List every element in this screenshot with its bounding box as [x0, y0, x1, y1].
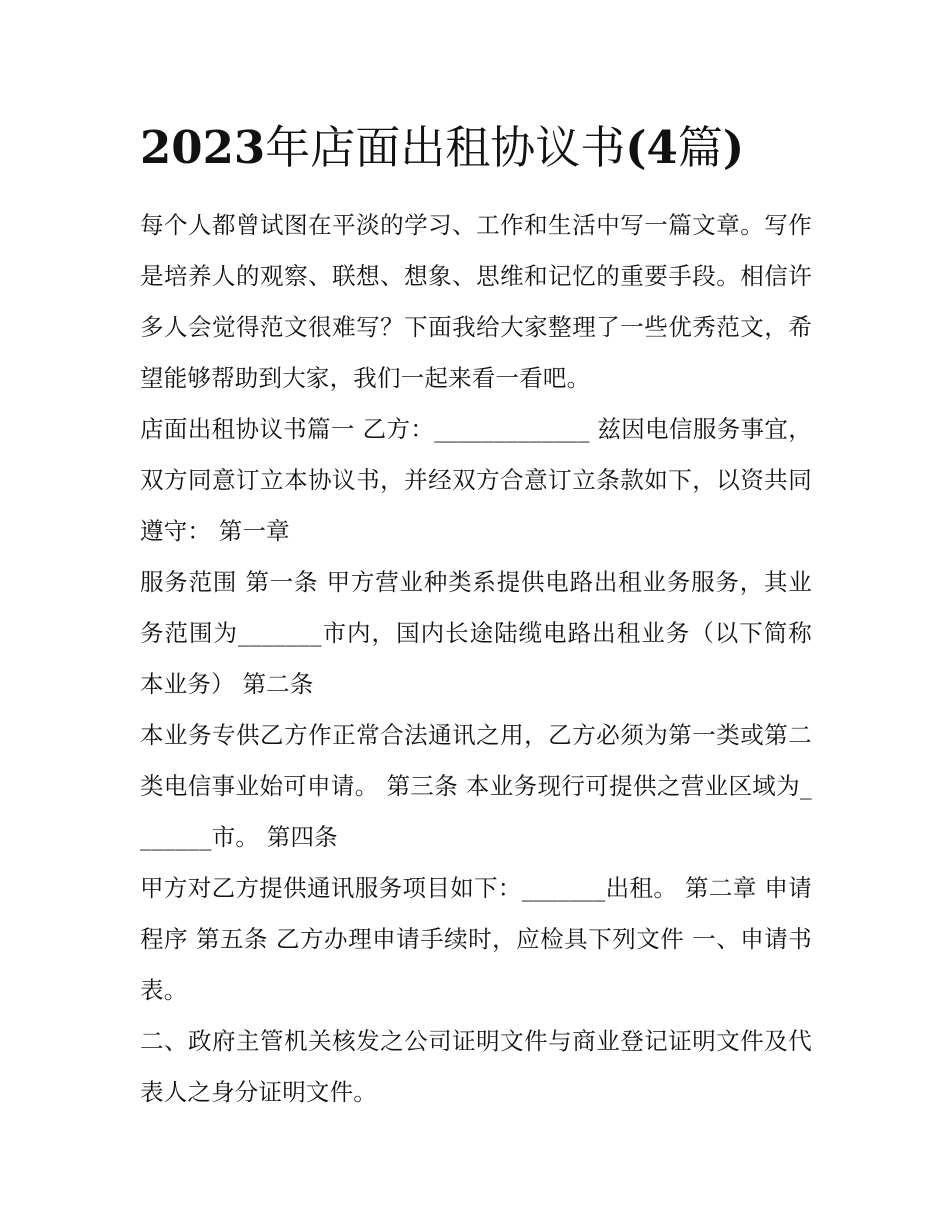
document-page [140, 118, 812, 1118]
body-paragraph-3: 本业务专供乙方作正常合法通讯之用，乙方必须为第一类或第二类电信事业始可申请。 第三条 本业务现行可提供之营业区域为_______市。 第四条 [140, 721, 812, 851]
body-paragraph-5: 二、政府主管机关核发之公司证明文件与商业登记证明文件及代表人之身分证明文件。 [140, 1027, 812, 1106]
document-title [140, 118, 812, 178]
intro-paragraph: 每个人都曾试图在平淡的学习、工作和生活中写一篇文章。写作是培养人的观察、联想、想象、思维和记忆的重要手段。相信许多人会觉得范文很难写？下面我给大家整理了一些优秀范文，希望能够帮助到大家，我们一起来看一看吧。 [140, 211, 812, 392]
title-paren: (4 [625, 121, 678, 174]
title-year: 2023 [140, 121, 266, 174]
title-main: 年店面出租协议书 [265, 121, 626, 174]
title-close: ) [722, 121, 745, 174]
body-paragraph-1: 店面出租协议书篇一 乙方：_____________ 兹因电信服务事宜，双方同意订立本协议书，并经双方合意订立条款如下，以资共同遵守： 第一章 [140, 415, 812, 545]
title-count-word: 篇 [677, 121, 723, 174]
body-paragraph-4: 甲方对乙方提供通讯服务项目如下：_______出租。 第二章 申请程序 第五条 乙方办理申请手续时，应检具下列文件 一、申请书表。 [140, 874, 812, 1004]
body-paragraph-2: 服务范围 第一条 甲方营业种类系提供电路出租业务服务，其业务范围为_______市内，国内长途陆缆电路出租业务（以下简称本业务） 第二条 [140, 568, 812, 698]
